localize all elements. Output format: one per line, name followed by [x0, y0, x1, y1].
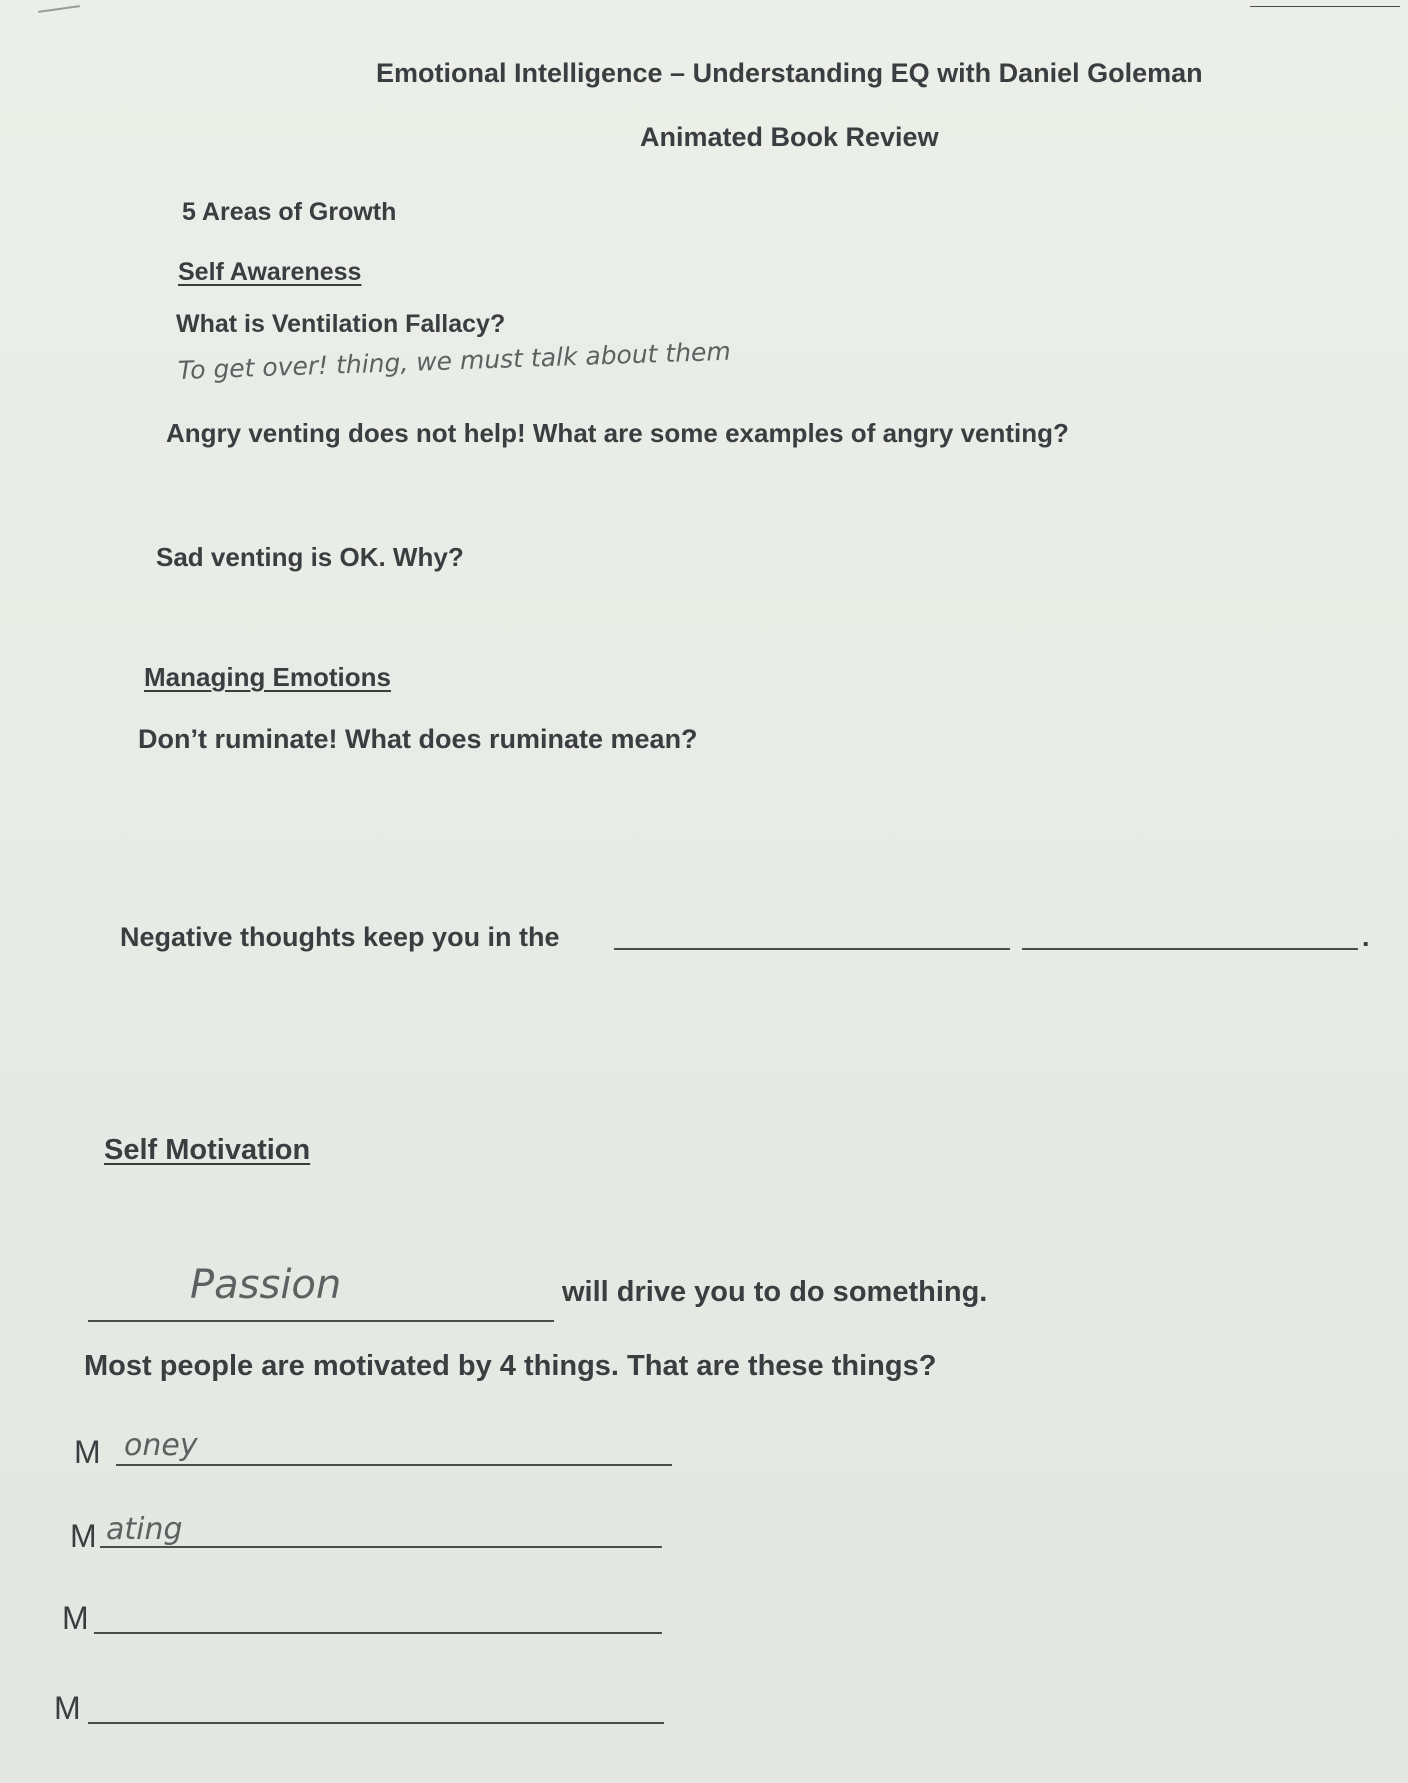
item-prefix: M [74, 1434, 101, 1470]
item-blank-line [116, 1464, 672, 1466]
areas-heading: 5 Areas of Growth [182, 198, 397, 226]
passion-sentence: will drive you to do something. [562, 1276, 988, 1308]
worksheet-title: Emotional Intelligence – Understanding EQ with Daniel Goleman [376, 58, 1203, 88]
item-prefix: M [70, 1518, 97, 1554]
item-answer: ating [106, 1512, 183, 1547]
item-blank-line [100, 1546, 662, 1548]
negative-thoughts-prompt: Negative thoughts keep you in the [120, 922, 560, 952]
ventilation-question: What is Ventilation Fallacy? [176, 310, 506, 338]
motivation-question: Most people are motivated by 4 things. That are these things? [84, 1350, 937, 1382]
passion-blank-line [88, 1320, 554, 1322]
item-prefix: M [54, 1690, 81, 1726]
ventilation-answer: To get over! thing, we must talk about them [177, 336, 732, 385]
edge-mark [38, 5, 80, 13]
angry-venting-question: Angry venting does not help! What are some examples of angry venting? [166, 418, 1069, 448]
item-answer: oney [124, 1428, 198, 1463]
managing-emotions-heading: Managing Emotions [144, 662, 391, 692]
top-right-blank [1250, 6, 1400, 7]
worksheet-subtitle: Animated Book Review [640, 122, 939, 152]
negative-period: . [1362, 922, 1370, 952]
passion-answer: Passion [190, 1262, 342, 1308]
item-blank-line [88, 1722, 664, 1724]
sad-venting-question: Sad venting is OK. Why? [156, 542, 464, 572]
item-prefix: M [62, 1600, 89, 1636]
self-motivation-heading: Self Motivation [104, 1134, 311, 1166]
negative-blank-2 [1022, 948, 1358, 950]
negative-blank-1 [614, 948, 1010, 950]
ruminate-question: Don’t ruminate! What does ruminate mean? [138, 724, 698, 754]
item-blank-line [94, 1632, 662, 1634]
self-awareness-heading: Self Awareness [178, 258, 362, 286]
